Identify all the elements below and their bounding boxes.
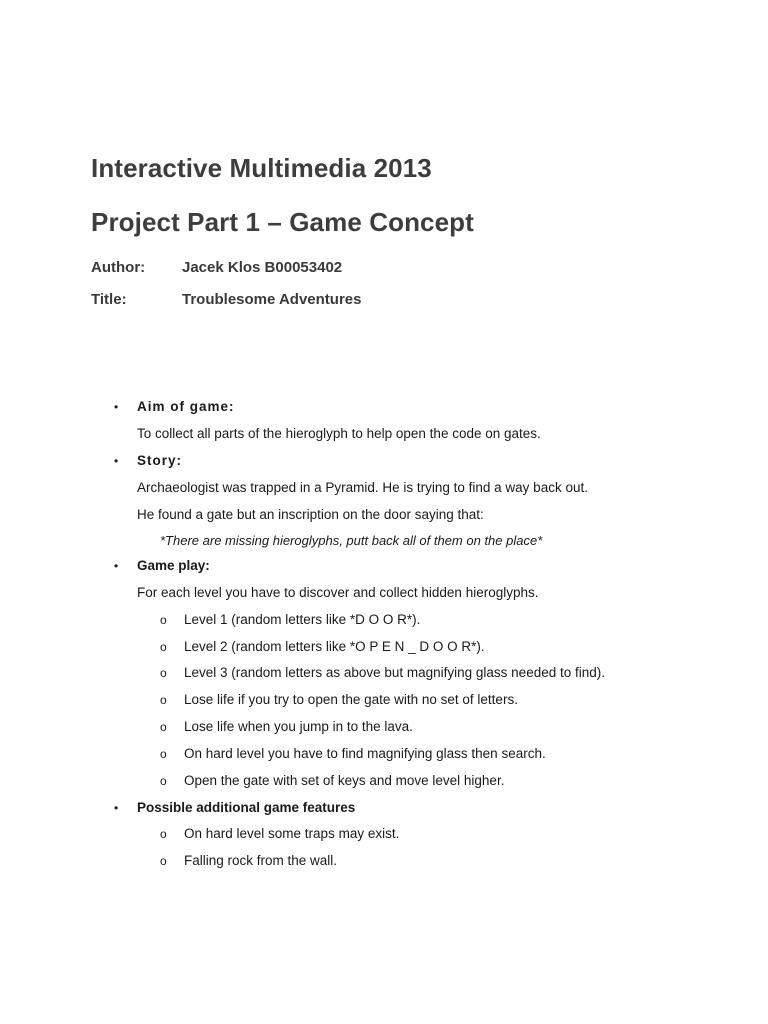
sub-bullet-icon: o <box>160 827 167 841</box>
section-text: He found a gate but an inscription on the door saying that: <box>137 507 484 522</box>
sub-bullet-icon: o <box>160 720 167 734</box>
section-heading-features: Possible additional game features <box>137 800 356 815</box>
bullet-icon: • <box>114 454 119 468</box>
bullet-icon: • <box>114 400 119 414</box>
list-item: On hard level you have to find magnifying glass then search. <box>184 746 546 761</box>
sub-bullet-icon: o <box>160 613 167 627</box>
section-text: To collect all parts of the hieroglyph to help open the code on gates. <box>137 426 541 441</box>
document-title: Interactive Multimedia 2013 <box>91 153 432 183</box>
list-item: On hard level some traps may exist. <box>184 826 400 841</box>
section-heading-story: Story: <box>137 453 183 468</box>
list-item: Level 3 (random letters as above but magnifying glass needed to find). <box>184 665 605 680</box>
bullet-icon: • <box>114 801 119 815</box>
sub-bullet-icon: o <box>160 854 167 868</box>
section-heading-gameplay: Game play: <box>137 558 210 573</box>
section-text: Archaeologist was trapped in a Pyramid. He is trying to find a way back out. <box>137 480 588 495</box>
sub-bullet-icon: o <box>160 774 167 788</box>
list-item: Level 2 (random letters like *O P E N _ D O O R*). <box>184 639 485 654</box>
list-item: Lose life if you try to open the gate with no set of letters. <box>184 692 518 707</box>
author-label: Author: <box>91 259 146 276</box>
section-text: For each level you have to discover and collect hidden hieroglyphs. <box>137 585 539 600</box>
bullet-icon: • <box>114 559 119 573</box>
list-item: Level 1 (random letters like *D O O R*). <box>184 612 421 627</box>
list-item: Lose life when you jump in to the lava. <box>184 719 413 734</box>
title-value: Troublesome Adventures <box>182 291 362 308</box>
title-label: Title: <box>91 291 127 308</box>
sub-bullet-icon: o <box>160 747 167 761</box>
sub-bullet-icon: o <box>160 640 167 654</box>
author-value: Jacek Klos B00053402 <box>182 259 343 276</box>
document-subtitle: Project Part 1 – Game Concept <box>91 207 474 237</box>
sub-bullet-icon: o <box>160 666 167 680</box>
inscription-quote: *There are missing hieroglyphs, putt back all of them on the place* <box>160 533 543 548</box>
list-item: Falling rock from the wall. <box>184 853 338 868</box>
section-heading-aim: Aim of game: <box>137 399 235 414</box>
list-item: Open the gate with set of keys and move level higher. <box>184 773 505 788</box>
sub-bullet-icon: o <box>160 693 167 707</box>
